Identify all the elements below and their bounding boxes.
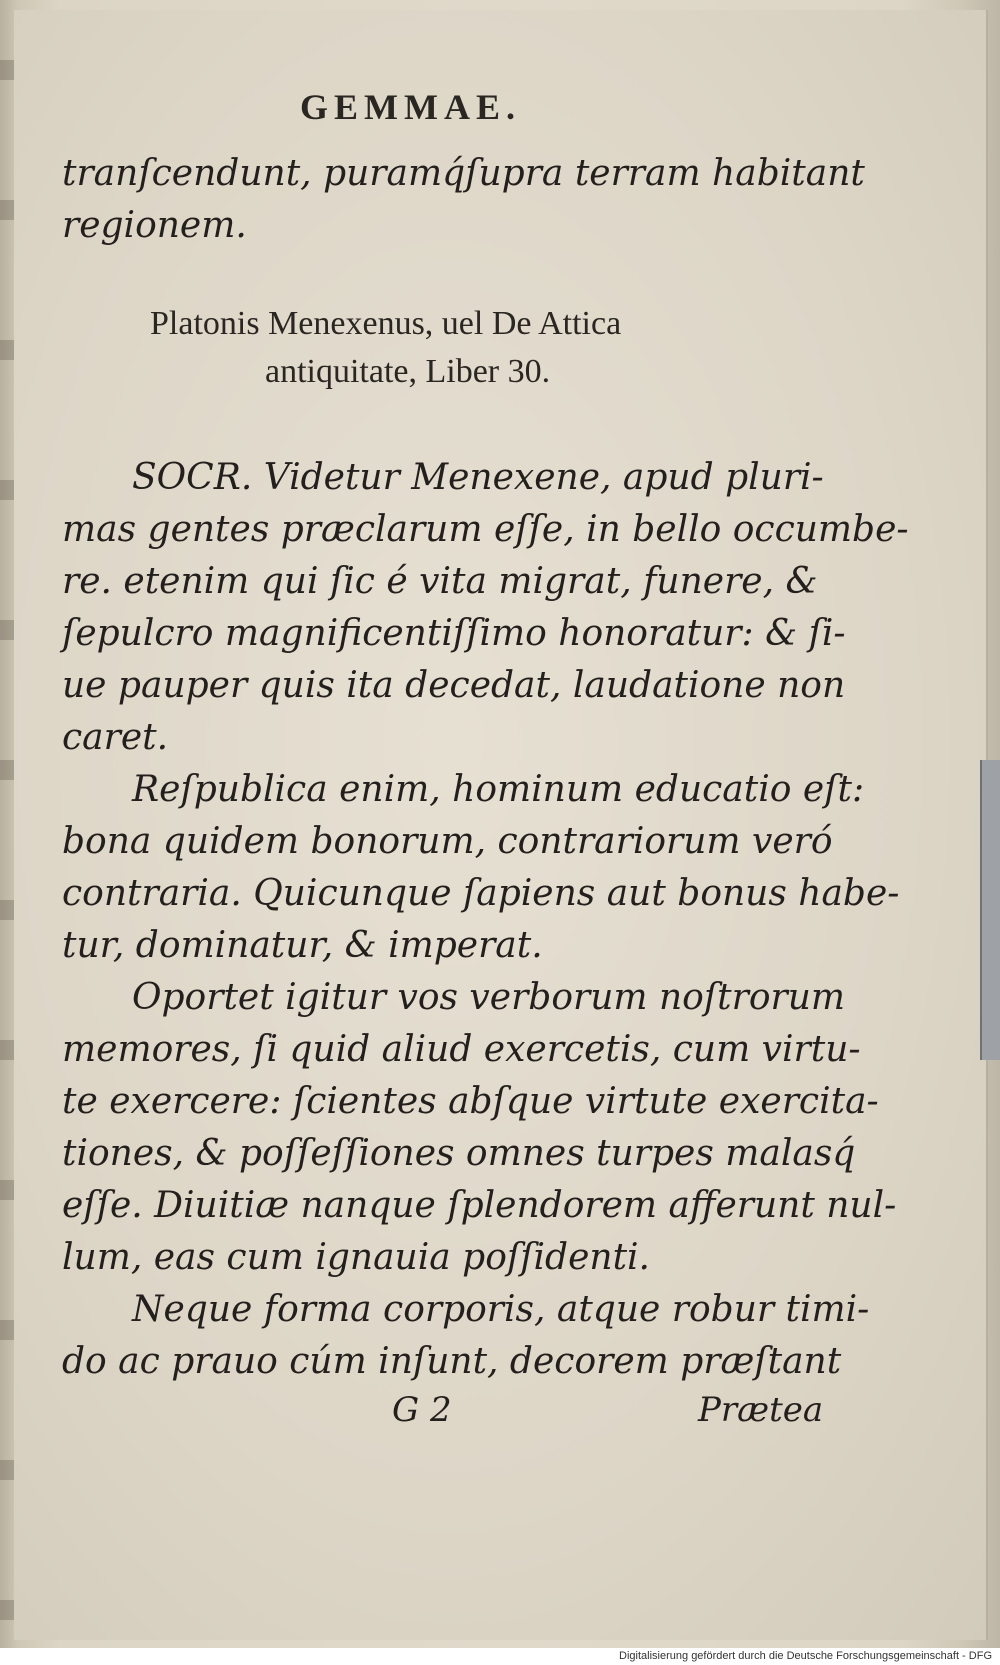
- text-line: tur, dominatur, & imperat.: [62, 925, 543, 966]
- text-line: regionem.: [62, 205, 247, 246]
- paragraph: [62, 1284, 870, 1388]
- continuation-text: [62, 148, 865, 252]
- running-header: GEMMAE.: [300, 87, 521, 127]
- heading-line: Platonis Menexenus, uel De Attica: [150, 305, 622, 342]
- text-line: tranſcendunt, puramq́ſupra terram habitant: [62, 153, 865, 194]
- text-line: re. etenim qui ſic é vita migrat, funere, &: [62, 561, 818, 602]
- text-line: Oportet igitur vos verborum noſtrorum: [132, 977, 846, 1018]
- paragraph: [62, 972, 897, 1284]
- text-line: tiones, & poſſeſſiones omnes turpes malasq́: [62, 1133, 856, 1174]
- heading-line: antiquitate, Liber 30.: [265, 353, 551, 390]
- text-line: SOCR. Videtur Menexene, apud pluri-: [132, 457, 824, 498]
- text-line: Reſpublica enim, hominum educatio eſt:: [132, 769, 865, 810]
- section-heading: [150, 300, 750, 396]
- digitization-credit: Digitalisierung gefördert durch die Deutsche Forschungsgemeinschaft - DFG: [619, 1650, 992, 1662]
- text-line: Neque forma corporis, atque robur timi-: [132, 1289, 870, 1330]
- text-line: do ac prauo cúm inſunt, decorem præſtant: [62, 1341, 842, 1382]
- signature-mark: G 2: [392, 1390, 452, 1430]
- text-line: te exercere: ſcientes abſque virtute exercita-: [62, 1081, 879, 1122]
- text-line: eſſe. Diuitiæ nanque ſplendorem afferunt nul-: [62, 1185, 897, 1226]
- page-edge-tab: [980, 760, 1000, 1060]
- paragraph: [62, 452, 909, 764]
- text-line: bona quidem bonorum, contrariorum veró: [62, 821, 833, 862]
- text-line: lum, eas cum ignauia poſſidenti.: [62, 1237, 650, 1278]
- paragraph: [62, 764, 900, 972]
- text-line: ue pauper quis ita decedat, laudatione non: [62, 665, 846, 706]
- text-line: mas gentes præclarum eſſe, in bello occumbe-: [62, 509, 909, 550]
- body-text: [62, 452, 909, 1388]
- text-line: ſepulcro magnificentiſſimo honoratur: & ſi-: [62, 613, 846, 654]
- text-line: caret.: [62, 717, 169, 758]
- text-line: memores, ſi quid aliud exercetis, cum virtu-: [62, 1029, 861, 1070]
- catchword: Prætea: [698, 1390, 824, 1430]
- text-line: contraria. Quicunque ſapiens aut bonus habe-: [62, 873, 900, 914]
